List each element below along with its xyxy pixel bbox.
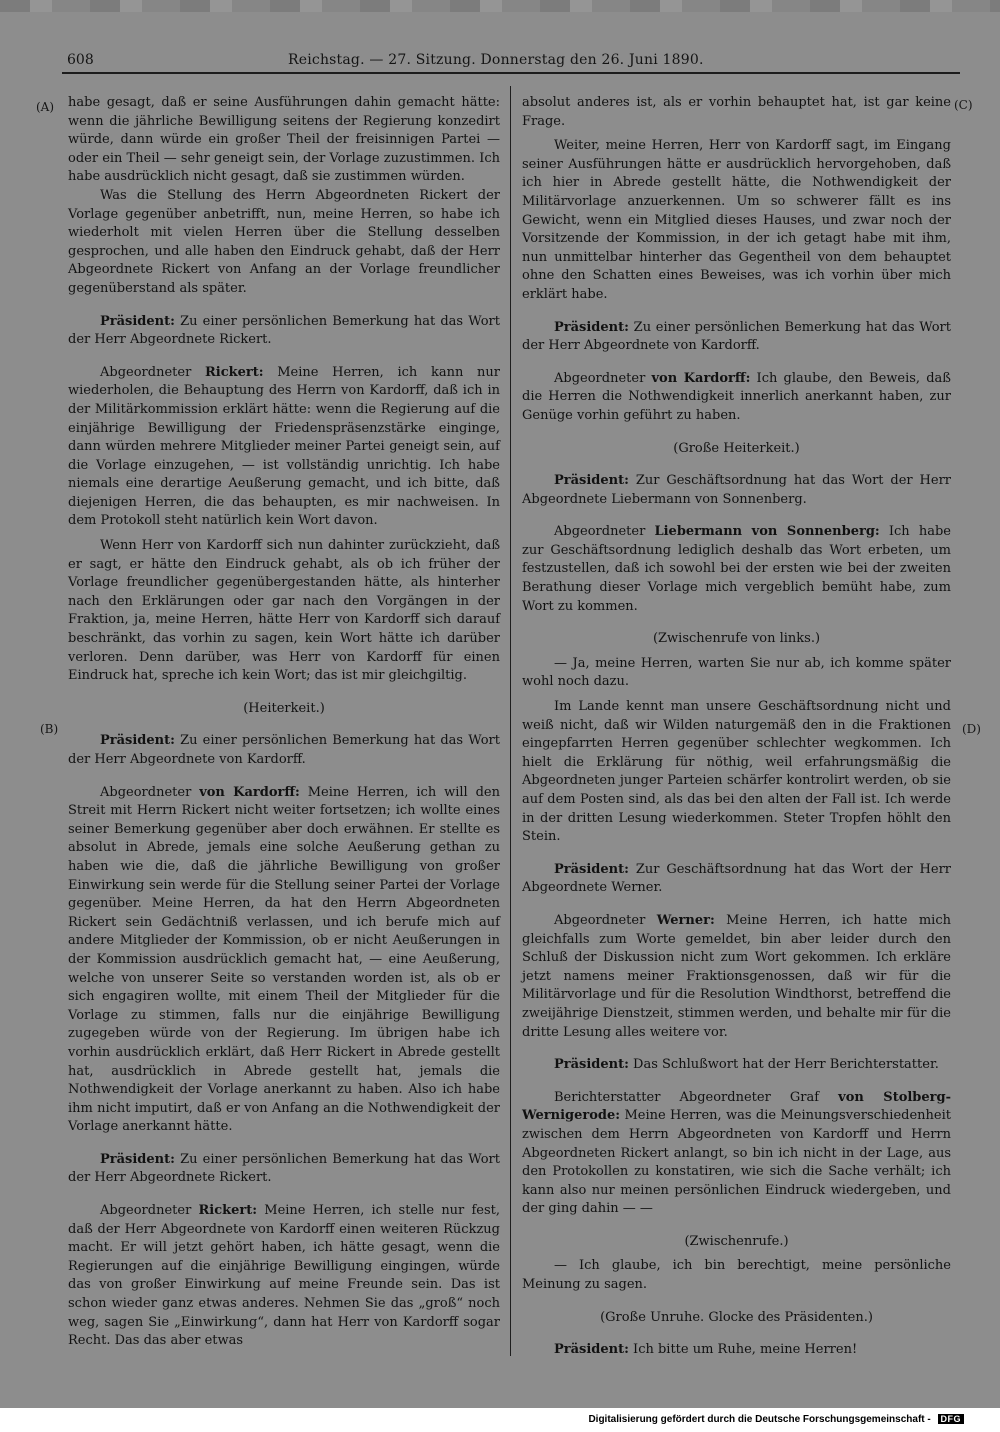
left-column [68, 94, 500, 1351]
body-paragraph: Weiter, meine Herren, Herr von Kardorff sagt, im Eingang seiner Ausführungen hätte er ausdrücklich hervorgehoben, daß ich hier in Abrede gestellt hätte, die Nothwendigkeit der Militärvorlage anzuerkennen. Um so schwerer fällt es ins Gewicht, wenn ein Mitglied dieses Hauses, und zwar noch der Vorsitzende der Kommission, in der ich getagt habe mit ihm, nun unmittelbar hinterher das Gegentheil von dem behauptet ohne den Schatten eines Beweises, was ich vorhin über mich erklärt habe. [522, 138, 951, 302]
speech-paragraph [68, 1202, 500, 1351]
footer-text: Digitalisierung gefördert durch die Deutsche Forschungsgemeinschaft - [588, 1414, 931, 1425]
speaker-name: Präsident: [554, 1342, 629, 1358]
page-number: 608 [67, 52, 94, 68]
speech-text: Meine Herren, ich kann nur wiederholen, die Behauptung des Herrn von Kardorff, daß ich in der Militärkommission erklärt hätte: wenn die Regierung auf die einjährige Bewilligung der Friedenspräsenzstärke einginge, dann würden mehrere Mitglieder meiner Partei geneigt sein, auf die Vorlage einzugehen, — ist vollständig unrichtig. Ich habe niemals eine derartige Aeußerung gemacht, und ich bitte, daß diejenigen Herren, die das behaupten, es mir nachweisen. In dem Protokoll steht natürlich kein Wort davon. [68, 364, 500, 529]
body-paragraph: Was die Stellung des Herrn Abgeordneten Rickert der Vorlage gegenüber anbetrifft, nun, meine Herren, so habe ich wiederholt mit vielen Herren über die Stellung desselben gesprochen, und alle haben den Eindruck gehabt, daß der Herr Abgeordnete Rickert von Anfang an der Vorlage freundlicher gegenüberstand als später. [68, 187, 500, 296]
stage-direction: (Zwischenrufe von links.) [652, 631, 821, 647]
margin-marker-d: (D) [962, 722, 981, 736]
speaker-name: Präsident: [554, 473, 629, 489]
right-column [522, 94, 951, 1360]
speaker-name: Präsident: [554, 319, 629, 335]
speaker-name: von Kardorff: [199, 784, 300, 800]
speaker-role: Abgeordneter [100, 784, 200, 800]
speaker-name: Präsident: [100, 313, 175, 329]
speech-paragraph [522, 319, 951, 356]
stage-direction: (Große Heiterkeit.) [673, 440, 800, 456]
speaker-role: Abgeordneter [554, 370, 652, 386]
scan-edge [0, 0, 1000, 12]
running-head: Reichstag. — 27. Sitzung. Donnerstag den 26. Juni 1890. [288, 52, 704, 68]
speech-text: Zu einer persönlichen Bemerkung hat das Wort der Herr Abgeordnete von Kardorff. [68, 733, 500, 767]
header-rule [62, 72, 960, 74]
speech-paragraph [522, 861, 951, 898]
speaker-name: Präsident: [100, 733, 175, 749]
body-paragraph: Im Lande kennt man unsere Geschäftsordnung nicht und weiß nicht, daß wir Wilden naturgemäß den in die Fraktionen eingepfarrten Herren gegenüber schlechter wegkommen. Ich hielt die Erklärung für nöthig, weil erfahrungsmäßig die Abgeordneten junger Parteien schärfer kontrolirt werden, ob sie auf dem Posten sind, als das bei den alten der Fall ist. Ich werde in der dritten Lesung wiederkommen. Steter Tropfen höhlt den Stein. [522, 699, 951, 845]
speech-paragraph [68, 784, 500, 1137]
speaker-name: Präsident: [100, 1151, 175, 1167]
speaker-name: von Kardorff: [651, 370, 751, 386]
dfg-logo: DFG [938, 1414, 965, 1424]
speaker-role: Abgeordneter [554, 524, 655, 540]
speech-text: Zu einer persönlichen Bemerkung hat das Wort der Herr Abgeordnete Rickert. [68, 1151, 500, 1186]
speech-paragraph [68, 313, 500, 350]
stage-direction: (Heiterkeit.) [243, 700, 325, 716]
footer [588, 1414, 964, 1425]
body-paragraph: Wenn Herr von Kardorff sich nun dahinter zurückzieht, daß er sagt, er hätte den Eindruck gehabt, als ob ich früher der Vorlage freundlicher gegenübergestanden hätte, als hinterher nach den Erklärungen oder gar nach den Vorgängen in der Fraktion, ja, meine Herren, hätte Herr von Kardorff sich darauf beschränkt, das vorhin zu sagen, kein Wort hätte ich darüber verloren. Denn darüber, was Herr von Kardorff für einen Eindruck hat, spreche ich kein Wort; das ist mir gleichgiltig. [68, 538, 500, 684]
margin-marker-a: (A) [36, 100, 55, 114]
speech-text: Ich habe zur Geschäftsordnung lediglich deshalb das Wort erbeten, um festzustellen, daß ich sowohl bei der ersten wie bei der zweiten Berathung dieser Vorlage mich vergeblich bemüht habe, zum Wort zu kommen. [522, 524, 951, 614]
speech-text: Meine Herren, ich will den Streit mit Herrn Rickert nicht weiter fortsetzen; ich wollte eines seiner Bemerkung gegenüber aber doch erwähnen. Er stellte es absolut in Abrede, jemals eine solche Aeußerung gethan zu haben wie die, daß die jährliche Bewilligung von großer Einwirkung sein werde für die Stellung seiner Partei der Vorlage gegenüber. Meine Herren, da hat den Herrn Abgeordneten Rickert sein Gedächtniß verlassen, und ich berufe mich auf andere Mitglieder der Kommission, ob er nicht Aeußerungen in der Kommission ausdrücklich gemacht hat, — eine Aeußerung, welche von unserer Seite so verstanden worden ist, als ob er sich engagiren wollte, mit einem Theil der Mitglieder für die Vorlage zu stimmen, falls nur die einjährige Bewilligung zugegeben würde von der Regierung. Im übrigen habe ich vorhin ausdrücklich erklärt, daß Herr Rickert in Abrede gestellt hat, ausdrücklich in Abrede gestellt hat, jemals die Nothwendigkeit der Vorlage anerkannt zu haben. Also ich habe ihm nicht imputirt, daß er von Anfang an die Nothwendigkeit der Vorlage anerkannt hätte. [68, 784, 500, 1135]
speech-text: Zu einer persönlichen Bemerkung hat das Wort der Herr Abgeordnete von Kardorff. [522, 319, 951, 354]
speaker-role: Abgeordneter [100, 364, 205, 380]
speech-paragraph [522, 1341, 951, 1360]
margin-marker-c: (C) [954, 98, 973, 112]
speech-paragraph [522, 912, 951, 1042]
speaker-name: Präsident: [554, 1057, 629, 1073]
stage-direction: (Große Unruhe. Glocke des Präsidenten.) [600, 1309, 873, 1325]
speaker-role: Abgeordneter [554, 912, 657, 928]
speech-paragraph [68, 364, 500, 531]
speech-paragraph [522, 370, 951, 426]
speaker-name: Rickert: [204, 364, 264, 380]
speech-text: Ich bitte um Ruhe, meine Herren! [628, 1342, 858, 1358]
speaker-name: von Stolberg-Wernigerode: [522, 1089, 952, 1124]
speech-text: Meine Herren, ich stelle nur fest, daß der Herr Abgeordnete von Kardorff einen weiteren Rückzug macht. Er will jetzt gehört haben, ich hätte gesagt, wenn die Regierungen auf die einjährige Bewilligung eingingen, würde das von großer Einwirkung auf meine Freunde sein. Das ist schon wieder ganz etwas anderes. Nehmen Sie das „groß“ noch weg, sagen Sie „Einwirkung“, dann hat Herr von Kardorff sogar Recht. Das das aber etwas [68, 1203, 500, 1349]
speech-paragraph [522, 523, 951, 616]
speech-text: Meine Herren, was die Meinungsverschiedenheit zwischen dem Herrn Abgeordneten von Kardorff und Herrn Abgeordneten Rickert anlangt, so bin ich nicht in der Lage, aus den Protokollen zu konstatiren, wie sich die Sache verhält; ich kann also nur meinen persönlichen Eindruck wiedergeben, und der ging dahin — — [522, 1108, 951, 1217]
margin-marker-b: (B) [40, 722, 59, 736]
speaker-name: Rickert: [198, 1203, 258, 1219]
speech-paragraph [68, 732, 500, 769]
speech-text: Meine Herren, ich hatte mich gleichfalls zum Worte gemeldet, bin aber leider durch den Schluß der Diskussion nicht zum Wort gekommen. Ich erkläre jetzt namens meiner Fraktionsgenossen, daß wir für die Militärvorlage und für die Resolution Windthorst, betreffend die zweijährige Dienstzeit, stimmen werden, und behalte mir für die dritte Lesung alles weitere vor. [522, 912, 951, 1040]
column-divider [510, 86, 511, 1356]
speaker-role: Abgeordneter [100, 1203, 199, 1219]
speech-text: Zu einer persönlichen Bemerkung hat das Wort der Herr Abgeordnete Rickert. [68, 313, 500, 348]
speech-text: Zur Geschäftsordnung hat das Wort der Herr Abgeordnete Liebermann von Sonnenberg. [522, 473, 951, 507]
speech-paragraph [522, 472, 951, 509]
speech-text: Das Schlußwort hat der Herr Berichterstatter. [628, 1057, 939, 1073]
speaker-name: Liebermann von Sonnenberg: [654, 524, 880, 540]
body-paragraph: — Ja, meine Herren, warten Sie nur ab, ich komme später wohl noch dazu. [522, 655, 951, 690]
speaker-name: Präsident: [554, 861, 629, 877]
speech-paragraph [522, 1056, 951, 1075]
speech-paragraph [68, 1151, 500, 1188]
body-paragraph: habe gesagt, daß er seine Ausführungen dahin gemacht hätte: wenn die jährliche Bewilligung seitens der Regierung konzedirt würde, dann würde ein großer Theil der freisinnigen Partei — oder ein Theil — sehr geneigt sein, der Vorlage zuzustimmen. Ich habe ausdrücklich nicht gesagt, daß sie zustimmen würden. [68, 95, 500, 185]
speech-text: Zur Geschäftsordnung hat das Wort der Herr Abgeordnete Werner. [522, 861, 951, 896]
speech-paragraph [522, 1089, 951, 1219]
speaker-name: Werner: [656, 912, 715, 928]
body-paragraph: — Ich glaube, ich bin berechtigt, meine persönliche Meinung zu sagen. [522, 1258, 951, 1293]
speaker-role: Berichterstatter Abgeordneter Graf [554, 1089, 839, 1105]
speech-text: Ich glaube, den Beweis, daß die Herren die Nothwendigkeit innerlich anerkannt haben, zur Genüge vorhin geführt zu haben. [522, 370, 951, 423]
stage-direction: (Zwischenrufe.) [684, 1233, 789, 1249]
body-paragraph: absolut anderes ist, als er vorhin behauptet hat, ist gar keine Frage. [522, 95, 951, 129]
